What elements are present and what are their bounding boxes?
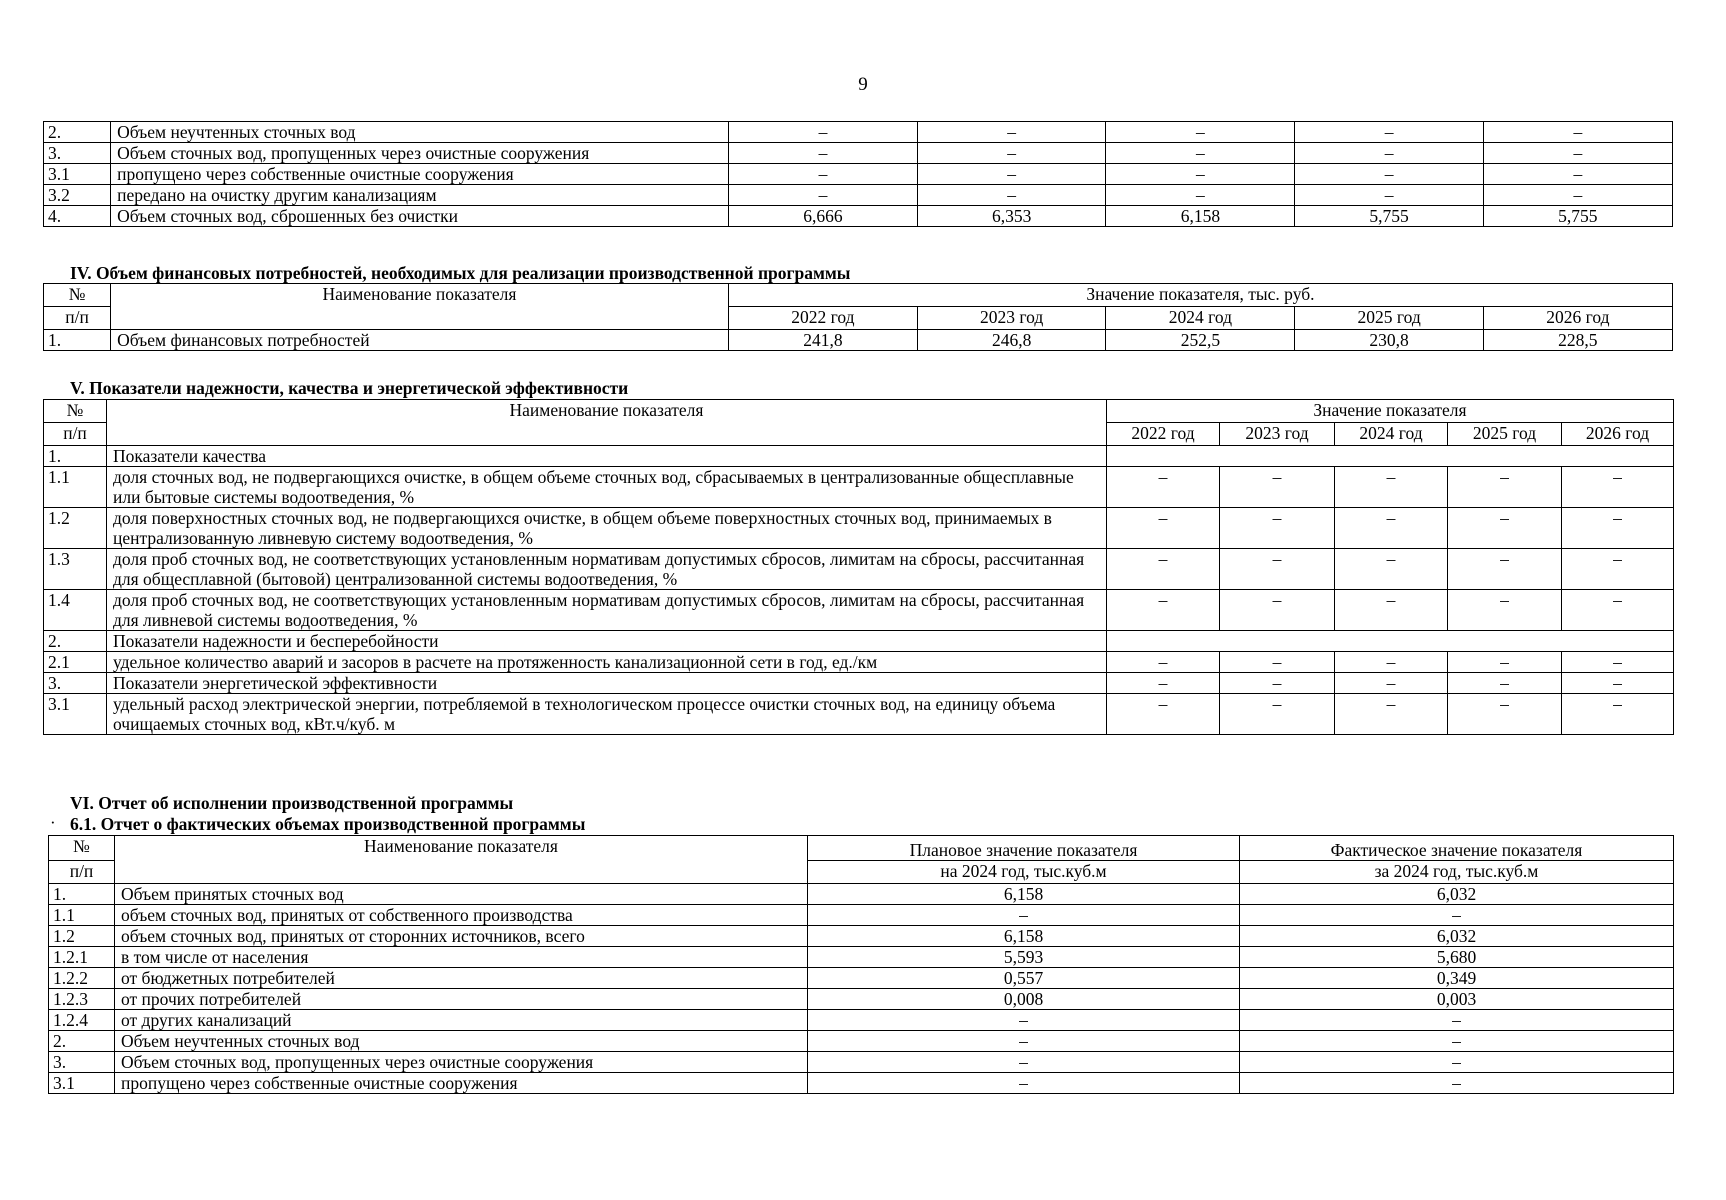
row-value: 241,8 bbox=[728, 330, 917, 351]
table-row bbox=[44, 467, 1674, 508]
row-number: 1.4 bbox=[44, 590, 107, 631]
row-value: 6,032 bbox=[1240, 884, 1674, 905]
row-value: 252,5 bbox=[1106, 330, 1295, 351]
row-value: – bbox=[1240, 1073, 1674, 1094]
row-value: – bbox=[1107, 673, 1220, 694]
row-indicator-name: Показатели качества bbox=[107, 446, 1107, 467]
row-value: – bbox=[1483, 185, 1672, 206]
row-value: 5,680 bbox=[1240, 947, 1674, 968]
header-indicator-name: Наименование показателя bbox=[115, 836, 808, 884]
row-value: 5,755 bbox=[1483, 206, 1672, 227]
section-vi-title: VI. Отчет об исполнении производственной программы bbox=[70, 793, 514, 813]
row-value: – bbox=[1295, 185, 1483, 206]
row-value: – bbox=[918, 164, 1106, 185]
row-indicator-name: доля сточных вод, не подвергающихся очистке, в общем объеме сточных вод, сбрасываемых в централизованные общесплавные или бытовые системы водоотведения, % bbox=[107, 467, 1107, 508]
row-value: 6,158 bbox=[1106, 206, 1295, 227]
header-year: 2024 год bbox=[1335, 423, 1448, 446]
row-indicator-name: Показатели энергетической эффективности bbox=[107, 673, 1107, 694]
table-row bbox=[49, 968, 1674, 989]
row-indicator-name: Объем принятых сточных вод bbox=[115, 884, 808, 905]
table-row bbox=[44, 508, 1674, 549]
section-vi-1-title: 6.1. Отчет о фактических объемах производственной программы bbox=[70, 814, 586, 834]
row-value: 6,353 bbox=[918, 206, 1106, 227]
row-value: – bbox=[1335, 673, 1448, 694]
row-number: 1.2.1 bbox=[49, 947, 115, 968]
row-number: 1.2 bbox=[49, 926, 115, 947]
row-indicator-name: от бюджетных потребителей bbox=[115, 968, 808, 989]
row-value: – bbox=[1483, 122, 1672, 143]
row-number: 1. bbox=[49, 884, 115, 905]
row-value: 6,666 bbox=[728, 206, 917, 227]
row-number: 2.1 bbox=[44, 652, 107, 673]
row-value: 0,003 bbox=[1240, 989, 1674, 1010]
row-value: – bbox=[918, 185, 1106, 206]
header-fact: Фактическое значение показателя bbox=[1240, 836, 1674, 861]
table-row bbox=[49, 905, 1674, 926]
row-value: – bbox=[1106, 164, 1295, 185]
table-row bbox=[49, 884, 1674, 905]
header-year: 2025 год bbox=[1295, 307, 1483, 330]
row-value: – bbox=[808, 905, 1240, 926]
row-value: – bbox=[1106, 122, 1295, 143]
row-number: 2. bbox=[49, 1031, 115, 1052]
row-value: 228,5 bbox=[1483, 330, 1672, 351]
row-number: 3. bbox=[49, 1052, 115, 1073]
row-value: – bbox=[1107, 467, 1220, 508]
row-number: 3. bbox=[44, 143, 111, 164]
table-row bbox=[44, 330, 1673, 351]
table-row bbox=[44, 673, 1674, 694]
row-number: 3. bbox=[44, 673, 107, 694]
row-value: – bbox=[918, 122, 1106, 143]
row-value: – bbox=[1220, 467, 1335, 508]
row-indicator-name: Объем сточных вод, пропущенных через очистные сооружения bbox=[115, 1052, 808, 1073]
row-value: – bbox=[1220, 508, 1335, 549]
row-value: 6,032 bbox=[1240, 926, 1674, 947]
row-value: – bbox=[1562, 694, 1674, 735]
row-indicator-name: передано на очистку другим канализациям bbox=[111, 185, 729, 206]
row-value: – bbox=[1107, 694, 1220, 735]
row-value: – bbox=[728, 164, 917, 185]
row-number: 3.1 bbox=[44, 164, 111, 185]
row-number: 4. bbox=[44, 206, 111, 227]
header-indicator-name: Наименование показателя bbox=[111, 284, 729, 330]
row-value: 0,008 bbox=[808, 989, 1240, 1010]
row-number: 1.1 bbox=[49, 905, 115, 926]
row-value: – bbox=[1107, 590, 1220, 631]
row-indicator-name: Объем финансовых потребностей bbox=[111, 330, 729, 351]
row-value: – bbox=[1562, 673, 1674, 694]
row-value: – bbox=[1562, 467, 1674, 508]
section-v-title: V. Показатели надежности, качества и энергетической эффективности bbox=[70, 378, 629, 398]
row-number: 3.1 bbox=[44, 694, 107, 735]
reliability-quality-table bbox=[43, 399, 1674, 735]
row-indicator-name: объем сточных вод, принятых от собственного производства bbox=[115, 905, 808, 926]
row-value: 0,557 bbox=[808, 968, 1240, 989]
row-number: 3.1 bbox=[49, 1073, 115, 1094]
table-row bbox=[44, 549, 1674, 590]
table-row bbox=[44, 164, 1673, 185]
row-value: – bbox=[1106, 185, 1295, 206]
row-indicator-name: доля проб сточных вод, не соответствующих установленным нормативам допустимых сбросов, лимитам на сбросы, рассчитанная для общесплавной (бытовой) централизованной системы водоотведения, % bbox=[107, 549, 1107, 590]
row-value: – bbox=[1107, 508, 1220, 549]
row-number: 1.2 bbox=[44, 508, 107, 549]
bullet-mark: · bbox=[50, 813, 56, 832]
table-row bbox=[49, 1010, 1674, 1031]
table-row bbox=[44, 631, 1674, 652]
row-value: – bbox=[1295, 143, 1483, 164]
row-indicator-name: Объем неучтенных сточных вод bbox=[115, 1031, 808, 1052]
header-fact-sub: за 2024 год, тыс.куб.м bbox=[1240, 861, 1674, 884]
header-indicator-name: Наименование показателя bbox=[107, 400, 1107, 446]
page-number: 9 bbox=[858, 74, 868, 95]
row-value: – bbox=[808, 1010, 1240, 1031]
row-indicator-name: удельный расход электрической энергии, потребляемой в технологическом процессе очистки сточных вод, на единицу объема очищаемых сточных вод, кВт.ч/куб. м bbox=[107, 694, 1107, 735]
row-empty-values bbox=[1107, 446, 1674, 467]
row-value: 0,349 bbox=[1240, 968, 1674, 989]
header-year: 2023 год bbox=[1220, 423, 1335, 446]
financial-needs-table bbox=[43, 283, 1673, 351]
row-value: – bbox=[1220, 652, 1335, 673]
row-number: 2. bbox=[44, 122, 111, 143]
table-row bbox=[49, 1052, 1674, 1073]
row-value: – bbox=[1107, 652, 1220, 673]
header-year: 2025 год bbox=[1448, 423, 1562, 446]
actual-volumes-report-table bbox=[48, 835, 1674, 1094]
row-value: – bbox=[918, 143, 1106, 164]
row-value: 5,755 bbox=[1295, 206, 1483, 227]
row-value: – bbox=[1448, 652, 1562, 673]
row-value: – bbox=[1335, 652, 1448, 673]
row-value: – bbox=[1335, 508, 1448, 549]
row-value: – bbox=[728, 185, 917, 206]
row-indicator-name: пропущено через собственные очистные сооружения bbox=[111, 164, 729, 185]
row-value: – bbox=[1562, 590, 1674, 631]
row-number: 2. bbox=[44, 631, 107, 652]
table-row bbox=[44, 122, 1673, 143]
table-row bbox=[44, 590, 1674, 631]
row-value: – bbox=[1106, 143, 1295, 164]
header-year: 2026 год bbox=[1562, 423, 1674, 446]
table-row bbox=[44, 143, 1673, 164]
row-value: – bbox=[1483, 164, 1672, 185]
row-number: 1. bbox=[44, 330, 111, 351]
header-year: 2026 год bbox=[1483, 307, 1672, 330]
header-num-sub: п/п bbox=[44, 423, 107, 446]
row-value: – bbox=[1335, 694, 1448, 735]
row-indicator-name: от других канализаций bbox=[115, 1010, 808, 1031]
row-indicator-name: пропущено через собственные очистные сооружения bbox=[115, 1073, 808, 1094]
row-value: – bbox=[1295, 164, 1483, 185]
row-value: – bbox=[1448, 694, 1562, 735]
row-number: 1.1 bbox=[44, 467, 107, 508]
header-plan-sub: на 2024 год, тыс.куб.м bbox=[808, 861, 1240, 884]
header-num: № bbox=[44, 400, 107, 423]
row-value: – bbox=[1220, 673, 1335, 694]
header-year: 2024 год bbox=[1106, 307, 1295, 330]
row-number: 3.2 bbox=[44, 185, 111, 206]
row-value: – bbox=[808, 1073, 1240, 1094]
row-value: – bbox=[1107, 549, 1220, 590]
header-num: № bbox=[49, 836, 115, 861]
row-value: – bbox=[1240, 1010, 1674, 1031]
table-row bbox=[49, 926, 1674, 947]
table-row bbox=[49, 947, 1674, 968]
row-value: 6,158 bbox=[808, 884, 1240, 905]
table-row bbox=[44, 206, 1673, 227]
row-value: – bbox=[1562, 508, 1674, 549]
row-indicator-name: удельное количество аварий и засоров в расчете на протяженность канализационной сети в год, ед./км bbox=[107, 652, 1107, 673]
table-row bbox=[44, 694, 1674, 735]
row-indicator-name: Объем сточных вод, сброшенных без очистки bbox=[111, 206, 729, 227]
row-value: – bbox=[1240, 1031, 1674, 1052]
header-value: Значение показателя, тыс. руб. bbox=[728, 284, 1672, 307]
row-number: 1.2.2 bbox=[49, 968, 115, 989]
table-row bbox=[49, 989, 1674, 1010]
row-value: – bbox=[1240, 1052, 1674, 1073]
table-row bbox=[44, 185, 1673, 206]
row-indicator-name: объем сточных вод, принятых от сторонних источников, всего bbox=[115, 926, 808, 947]
row-value: – bbox=[1448, 549, 1562, 590]
row-indicator-name: доля поверхностных сточных вод, не подвергающихся очистке, в общем объеме поверхностных сточных вод, принимаемых в централизованную ливневую систему водоотведения, % bbox=[107, 508, 1107, 549]
row-indicator-name: Показатели надежности и бесперебойности bbox=[107, 631, 1107, 652]
row-value: 246,8 bbox=[918, 330, 1106, 351]
row-number: 1. bbox=[44, 446, 107, 467]
row-value: – bbox=[808, 1031, 1240, 1052]
row-value: – bbox=[1448, 508, 1562, 549]
row-value: – bbox=[1448, 673, 1562, 694]
row-value: – bbox=[808, 1052, 1240, 1073]
row-value: – bbox=[1220, 590, 1335, 631]
row-value: – bbox=[1240, 905, 1674, 926]
row-indicator-name: от прочих потребителей bbox=[115, 989, 808, 1010]
row-value: – bbox=[1220, 549, 1335, 590]
volumes-continuation-table bbox=[43, 121, 1673, 227]
row-indicator-name: Объем сточных вод, пропущенных через очистные сооружения bbox=[111, 143, 729, 164]
header-num-sub: п/п bbox=[44, 307, 111, 330]
row-value: – bbox=[1220, 694, 1335, 735]
header-num: № bbox=[44, 284, 111, 307]
row-value: – bbox=[1295, 122, 1483, 143]
row-value: – bbox=[1335, 549, 1448, 590]
table-row bbox=[44, 446, 1674, 467]
row-value: – bbox=[1335, 590, 1448, 631]
row-value: 5,593 bbox=[808, 947, 1240, 968]
header-plan: Плановое значение показателя bbox=[808, 836, 1240, 861]
header-year: 2023 год bbox=[918, 307, 1106, 330]
header-year: 2022 год bbox=[1107, 423, 1220, 446]
row-value: – bbox=[728, 143, 917, 164]
row-value: – bbox=[1562, 652, 1674, 673]
row-indicator-name: Объем неучтенных сточных вод bbox=[111, 122, 729, 143]
row-empty-values bbox=[1107, 631, 1674, 652]
row-value: – bbox=[1448, 590, 1562, 631]
table-row bbox=[49, 1031, 1674, 1052]
table-row bbox=[49, 1073, 1674, 1094]
row-number: 1.2.3 bbox=[49, 989, 115, 1010]
table-row bbox=[44, 652, 1674, 673]
row-value: – bbox=[728, 122, 917, 143]
row-number: 1.3 bbox=[44, 549, 107, 590]
header-num-sub: п/п bbox=[49, 861, 115, 884]
row-value: – bbox=[1562, 549, 1674, 590]
header-value: Значение показателя bbox=[1107, 400, 1674, 423]
row-value: 230,8 bbox=[1295, 330, 1483, 351]
row-value: – bbox=[1335, 467, 1448, 508]
row-value: – bbox=[1483, 143, 1672, 164]
row-value: – bbox=[1448, 467, 1562, 508]
header-year: 2022 год bbox=[728, 307, 917, 330]
row-indicator-name: доля проб сточных вод, не соответствующих установленным нормативам допустимых сбросов, лимитам на сбросы, рассчитанная для ливневой системы водоотведения, % bbox=[107, 590, 1107, 631]
row-indicator-name: в том числе от населения bbox=[115, 947, 808, 968]
row-value: 6,158 bbox=[808, 926, 1240, 947]
row-number: 1.2.4 bbox=[49, 1010, 115, 1031]
section-iv-title: IV. Объем финансовых потребностей, необходимых для реализации производственной программы bbox=[70, 263, 851, 283]
